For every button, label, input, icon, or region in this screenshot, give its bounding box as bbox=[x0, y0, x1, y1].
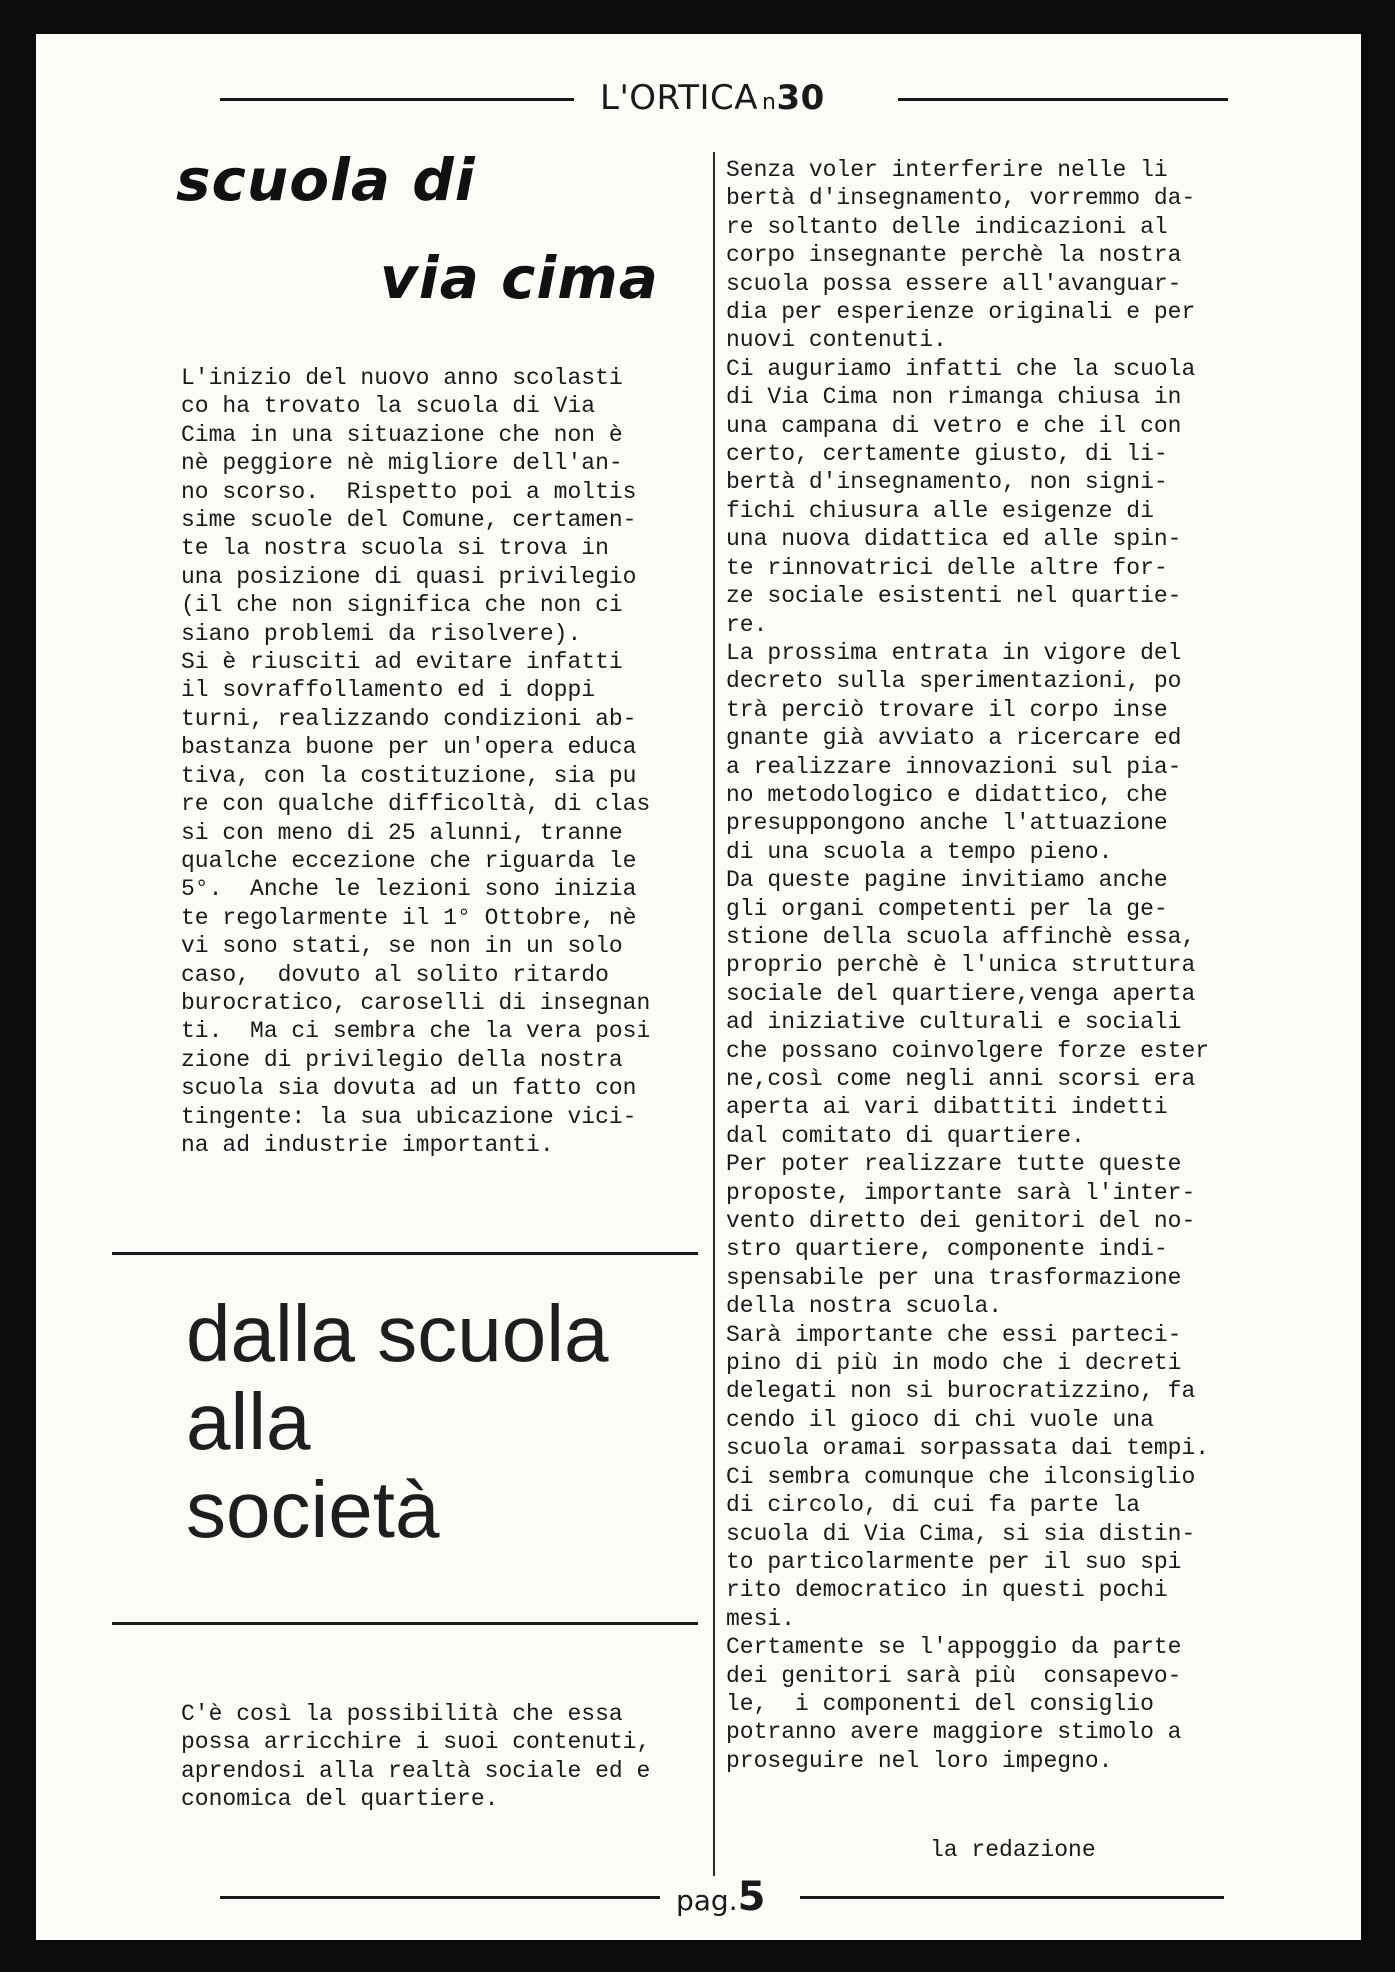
text-line: scuola possa essere all'avanguar- bbox=[726, 270, 1182, 297]
text-line: sime scuole del Comune, certamen- bbox=[181, 507, 637, 534]
text-line: possa arricchire i suoi contenuti, bbox=[181, 1729, 651, 1756]
masthead-rule-left bbox=[220, 98, 574, 101]
text-line: certo, certamente giusto, di li- bbox=[726, 441, 1168, 468]
pag-label: pag. bbox=[676, 1884, 738, 1917]
text-line: dia per esperienze originali e per bbox=[726, 299, 1196, 326]
section-title bbox=[186, 1290, 609, 1554]
text-line: scuola oramai sorpassata dai tempi. bbox=[726, 1435, 1210, 1462]
text-line: si con meno di 25 alunni, tranne bbox=[181, 819, 623, 846]
text-line: nè peggiore nè migliore dell'an- bbox=[181, 450, 623, 477]
text-line: ti. Ma ci sembra che la vera posi bbox=[181, 1018, 651, 1045]
section-rule-top bbox=[112, 1252, 698, 1255]
text-line: una nuova didattica ed alle spin- bbox=[726, 526, 1182, 553]
text-line: proprio perchè è l'unica struttura bbox=[726, 952, 1196, 979]
text-line: no scorso. Rispetto poi a moltis bbox=[181, 478, 637, 505]
text-line: na ad industrie importanti. bbox=[181, 1131, 554, 1158]
text-line: potranno avere maggiore stimolo a bbox=[726, 1719, 1182, 1746]
text-line: trà perciò trovare il corpo inse bbox=[726, 696, 1168, 723]
section-title-line2: alla bbox=[186, 1377, 311, 1466]
text-line: proposte, importante sarà l'inter- bbox=[726, 1179, 1196, 1206]
text-line: tiva, con la costituzione, sia pu bbox=[181, 762, 637, 789]
text-line: stro quartiere, componente indi- bbox=[726, 1236, 1168, 1263]
text-line: corpo insegnante perchè la nostra bbox=[726, 242, 1182, 269]
text-line: aprendosi alla realtà sociale ed e bbox=[181, 1757, 651, 1784]
text-line: Cima in una situazione che non è bbox=[181, 421, 623, 448]
text-line: (il che non significa che non ci bbox=[181, 592, 623, 619]
text-line: stione della scuola affinchè essa, bbox=[726, 923, 1196, 950]
issue-number: 30 bbox=[776, 78, 825, 118]
text-line: sociale del quartiere,venga aperta bbox=[726, 980, 1196, 1007]
column-divider bbox=[713, 152, 715, 1876]
right-column-text bbox=[726, 156, 1336, 1775]
text-line: re soltanto delle indicazioni al bbox=[726, 213, 1168, 240]
signature: la redazione bbox=[930, 1837, 1096, 1863]
text-line: aperta ai vari dibattiti indetti bbox=[726, 1094, 1168, 1121]
text-line: 5°. Anche le lezioni sono inizia bbox=[181, 876, 637, 903]
text-line: siano problemi da risolvere). bbox=[181, 620, 582, 647]
article-title-line1: scuola di bbox=[176, 146, 476, 214]
text-line: di Via Cima non rimanga chiusa in bbox=[726, 384, 1182, 411]
text-line: di una scuola a tempo pieno. bbox=[726, 838, 1113, 865]
text-line: dei genitori sarà più consapevo- bbox=[726, 1662, 1182, 1689]
text-line: nuovi contenuti. bbox=[726, 327, 947, 354]
text-line: le, i componenti del consiglio bbox=[726, 1690, 1154, 1717]
text-line: vento diretto dei genitori del no- bbox=[726, 1208, 1196, 1235]
masthead bbox=[36, 78, 1361, 122]
page-number-label bbox=[676, 1874, 765, 1920]
text-line: delegati non si burocratizzino, fa bbox=[726, 1378, 1196, 1405]
text-line: co ha trovato la scuola di Via bbox=[181, 393, 596, 420]
text-line: turni, realizzando condizioni ab- bbox=[181, 705, 637, 732]
text-line: burocratico, caroselli di insegnan bbox=[181, 989, 651, 1016]
text-line: te la nostra scuola si trova in bbox=[181, 535, 609, 562]
text-line: una campana di vetro e che il con bbox=[726, 412, 1182, 439]
text-line: che possano coinvolgere forze ester bbox=[726, 1037, 1210, 1064]
text-line: dal comitato di quartiere. bbox=[726, 1122, 1085, 1149]
page-number: 5 bbox=[737, 1874, 766, 1920]
text-line: ne,così come negli anni scorsi era bbox=[726, 1066, 1196, 1092]
text-line: vi sono stati, se non in un solo bbox=[181, 933, 623, 960]
footer-rule-left bbox=[220, 1896, 660, 1899]
text-line: una posizione di quasi privilegio bbox=[181, 563, 637, 590]
text-line: bastanza buone per un'opera educa bbox=[181, 734, 637, 761]
masthead-rule-right bbox=[898, 98, 1228, 101]
text-line: spensabile per una trasformazione bbox=[726, 1264, 1182, 1291]
text-line: Per poter realizzare tutte queste bbox=[726, 1151, 1182, 1178]
number-label: n bbox=[762, 90, 777, 115]
text-line: Sarà importante che essi parteci- bbox=[726, 1321, 1182, 1348]
text-line: gli organi competenti per la ge- bbox=[726, 895, 1168, 922]
left-paragraph-1 bbox=[181, 364, 721, 1159]
text-line: Si è riusciti ad evitare infatti bbox=[181, 649, 623, 676]
masthead-title bbox=[600, 78, 825, 118]
text-line: cendo il gioco di chi vuole una bbox=[726, 1406, 1154, 1433]
text-line: ad iniziative culturali e sociali bbox=[726, 1009, 1182, 1036]
text-line: te regolarmente il 1° Ottobre, nè bbox=[181, 904, 637, 931]
text-line: to particolarmente per il suo spi bbox=[726, 1548, 1182, 1575]
text-line: qualche eccezione che riguarda le bbox=[181, 847, 637, 874]
text-line: presuppongono anche l'attuazione bbox=[726, 810, 1168, 837]
text-line: conomica del quartiere. bbox=[181, 1786, 499, 1813]
section-title-line1: dalla scuola bbox=[186, 1289, 609, 1378]
text-line: decreto sulla sperimentazioni, po bbox=[726, 668, 1182, 695]
text-line: gnante già avviato a ricercare ed bbox=[726, 725, 1182, 752]
left-paragraph-2 bbox=[181, 1700, 721, 1814]
text-line: L'inizio del nuovo anno scolasti bbox=[181, 365, 623, 391]
text-line: caso, dovuto al solito ritardo bbox=[181, 961, 609, 988]
text-line: Certamente se l'appoggio da parte bbox=[726, 1634, 1182, 1661]
text-line: bertà d'insegnamento, vorremmo da- bbox=[726, 185, 1196, 212]
newspaper-name: L'ORTICA bbox=[600, 78, 758, 118]
text-line: zione di privilegio della nostra bbox=[181, 1046, 623, 1073]
text-line: no metodologico e didattico, che bbox=[726, 781, 1168, 808]
page-footer bbox=[36, 1874, 1361, 1920]
text-line: bertà d'insegnamento, non signi- bbox=[726, 469, 1168, 496]
text-line: C'è così la possibilità che essa bbox=[181, 1701, 623, 1727]
document-page bbox=[36, 34, 1361, 1940]
text-line: Senza voler interferire nelle li bbox=[726, 157, 1168, 183]
text-line: il sovraffollamento ed i doppi bbox=[181, 677, 596, 704]
text-line: di circolo, di cui fa parte la bbox=[726, 1492, 1141, 1519]
text-line: tingente: la sua ubicazione vici- bbox=[181, 1103, 637, 1130]
text-line: re con qualche difficoltà, di clas bbox=[181, 791, 651, 818]
text-line: scuola sia dovuta ad un fatto con bbox=[181, 1075, 637, 1102]
text-line: te rinnovatrici delle altre for- bbox=[726, 554, 1168, 581]
section-rule-bottom bbox=[112, 1622, 698, 1625]
text-line: pino di più in modo che i decreti bbox=[726, 1350, 1182, 1377]
text-line: La prossima entrata in vigore del bbox=[726, 639, 1182, 666]
text-line: proseguire nel loro impegno. bbox=[726, 1747, 1113, 1774]
text-line: Da queste pagine invitiamo anche bbox=[726, 867, 1168, 894]
text-line: della nostra scuola. bbox=[726, 1293, 1003, 1320]
text-line: mesi. bbox=[726, 1605, 796, 1632]
text-line: rito democratico in questi pochi bbox=[726, 1577, 1168, 1604]
text-line: re. bbox=[726, 611, 768, 638]
text-line: ze sociale esistenti nel quartie- bbox=[726, 583, 1182, 610]
text-line: Ci sembra comunque che ilconsiglio bbox=[726, 1463, 1196, 1490]
text-line: a realizzare innovazioni sul pia- bbox=[726, 753, 1182, 780]
text-line: scuola di Via Cima, si sia distin- bbox=[726, 1520, 1196, 1547]
footer-rule-right bbox=[800, 1896, 1224, 1899]
section-title-line3: società bbox=[186, 1465, 440, 1554]
text-line: Ci auguriamo infatti che la scuola bbox=[726, 355, 1196, 382]
text-line: fichi chiusura alle esigenze di bbox=[726, 497, 1154, 524]
article-title-line2: via cima bbox=[380, 244, 659, 312]
